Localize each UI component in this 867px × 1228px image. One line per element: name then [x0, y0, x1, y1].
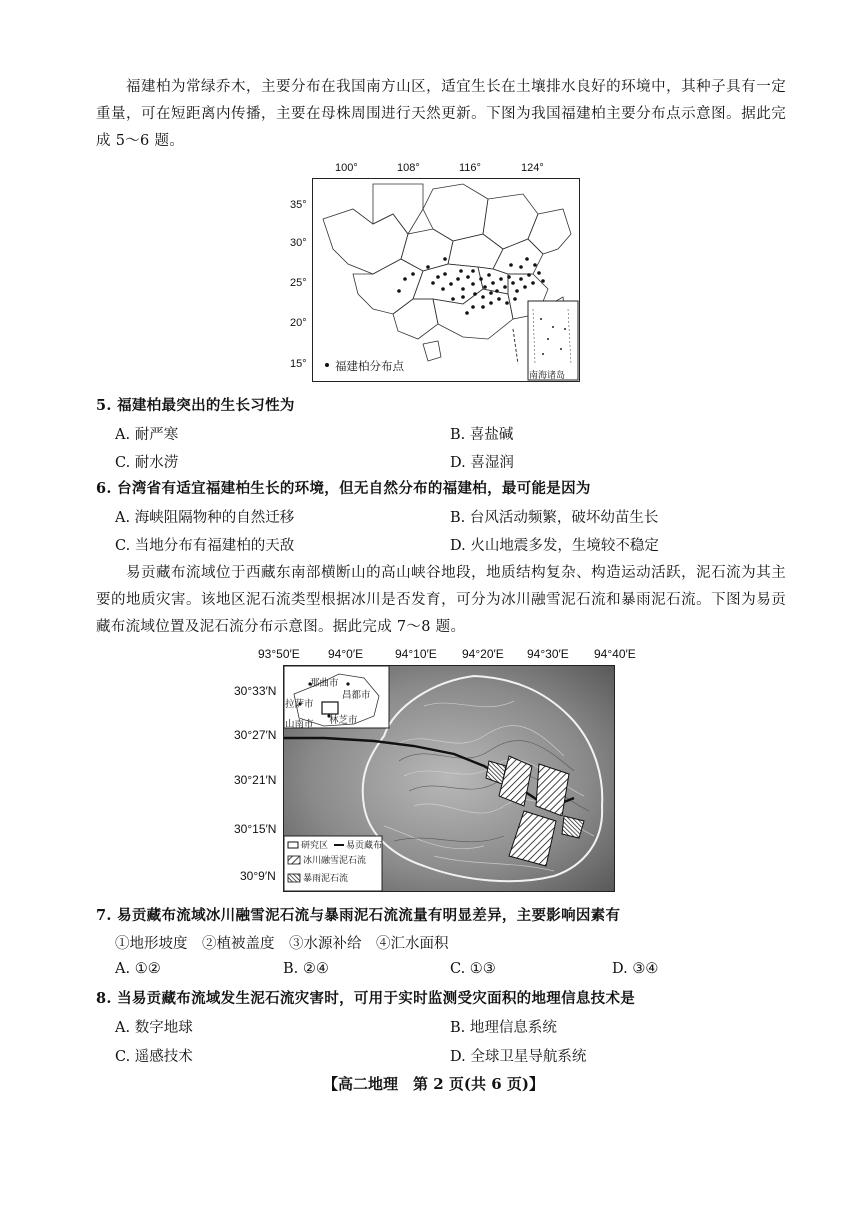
- map2-lon-label: 94°30′E: [527, 647, 569, 661]
- passage-fujian-cypress: 福建柏为常绿乔木，主要分布在我国南方山区，适宜生长在土壤排水良好的环境中，其种子具有一定重量，可在短距离内传播，主要在母株周围进行天然更新。下图为我国福建柏主要分布点示意图。据此完成 5～6 题。: [96, 79, 786, 149]
- q5-option-a: A. 耐严寒: [115, 427, 179, 443]
- q8-option-c: C. 遥感技术: [115, 1049, 193, 1065]
- map1-lon-label: 108°: [397, 162, 420, 174]
- city-label-shannan: 山南市: [285, 719, 314, 730]
- map1-lon-label: 124°: [521, 162, 544, 174]
- q6-option-c: C. 当地分布有福建柏的天敌: [115, 538, 295, 554]
- map2-lon-label: 93°50′E: [258, 647, 300, 661]
- city-label-changdu: 昌都市: [342, 690, 371, 701]
- map2-lat-label: 30°15′N: [234, 822, 277, 836]
- question-5-stem: 5. 福建柏最突出的生长习性为: [96, 397, 295, 414]
- fujian-cypress-distribution-map: [312, 178, 580, 382]
- legend-rainstorm-debris: 暴雨泥石流: [303, 873, 349, 883]
- map1-legend: 福建柏分布点: [335, 361, 404, 373]
- question-7-stem: 7. 易贡藏布流域冰川融雪泥石流与暴雨泥石流流量有明显差异，主要影响因素有: [96, 907, 621, 924]
- page-footer: 【高二地理 第 2 页(共 6 页)】: [323, 1075, 544, 1093]
- map1-lat-label: 30°: [290, 237, 307, 249]
- q7-factors: ①地形坡度 ②植被盖度 ③水源补给 ④汇水面积: [115, 936, 449, 952]
- map2-lon-label: 94°10′E: [395, 647, 437, 661]
- q5-option-d: D. 喜湿润: [450, 455, 514, 471]
- question-8-stem: 8. 当易贡藏布流域发生泥石流灾害时，可用于实时监测受灾面积的地理信息技术是: [96, 990, 636, 1007]
- q8-option-a: A. 数字地球: [115, 1020, 193, 1036]
- distribution-points: [397, 257, 545, 315]
- question-6-stem: 6. 台湾省有适宜福建柏生长的环境，但无自然分布的福建柏，最可能是因为: [96, 480, 591, 497]
- map2-lon-label: 94°20′E: [462, 647, 504, 661]
- q7-option-d: D. ③④: [612, 961, 659, 977]
- legend-study-area: 研究区: [301, 840, 329, 850]
- map2-lat-label: 30°27′N: [234, 728, 277, 742]
- passage-yigong-zangbo: 易贡藏布流域位于西藏东南部横断山的高山峡谷地段，地质结构复杂、构造运动活跃，泥石流为其主要的地质灾害。该地区泥石流类型根据冰川是否发育，可分为冰川融雪泥石流和暴雨泥石流。下图为易贡藏布流域位置及泥石流分布示意图。据此完成 7～8 题。: [96, 565, 786, 635]
- q7-option-a: A. ①②: [115, 961, 161, 977]
- map1-inset-label: 南海诸岛: [529, 370, 566, 380]
- map2-lat-label: 30°33′N: [234, 684, 277, 698]
- map2-lat-label: 30°9′N: [240, 869, 276, 883]
- map2-lat-label: 30°21′N: [234, 773, 277, 787]
- map1-lat-label: 35°: [290, 199, 307, 211]
- q8-option-b: B. 地理信息系统: [450, 1020, 557, 1036]
- glacier-legend-icon: [288, 856, 300, 864]
- china-south-map-svg: [313, 179, 579, 381]
- q6-option-b: B. 台风活动频繁，破坏幼苗生长: [450, 510, 659, 526]
- city-label-naqu: 那曲市: [310, 678, 339, 689]
- map1-lat-label: 15°: [290, 358, 307, 370]
- legend-river: 易贡藏布: [346, 840, 383, 850]
- q8-option-d: D. 全球卫星导航系统: [450, 1049, 587, 1065]
- q6-option-a: A. 海峡阻隔物种的自然迁移: [115, 510, 295, 526]
- q7-option-c: C. ①③: [450, 961, 496, 977]
- city-label-linzhi: 林芝市: [329, 715, 358, 726]
- legend-dot-icon: [325, 363, 329, 367]
- q7-option-b: B. ②④: [283, 961, 329, 977]
- map1-lat-label: 20°: [290, 317, 307, 329]
- rainstorm-legend-icon: [288, 874, 300, 882]
- yigong-debris-flow-map: [283, 665, 615, 892]
- q6-option-d: D. 火山地震多发，生境较不稳定: [450, 538, 659, 554]
- q5-option-c: C. 耐水涝: [115, 455, 179, 471]
- q5-option-b: B. 喜盐碱: [450, 427, 514, 443]
- map1-lon-label: 116°: [459, 162, 481, 174]
- legend-glacier-debris: 冰川融雪泥石流: [303, 855, 367, 865]
- map1-lon-label: 100°: [335, 162, 358, 174]
- map2-lon-label: 94°0′E: [328, 647, 364, 661]
- city-label-lhasa: 拉萨市: [285, 699, 314, 710]
- map1-lat-label: 25°: [290, 277, 307, 289]
- map2-lon-label: 94°40′E: [594, 647, 636, 661]
